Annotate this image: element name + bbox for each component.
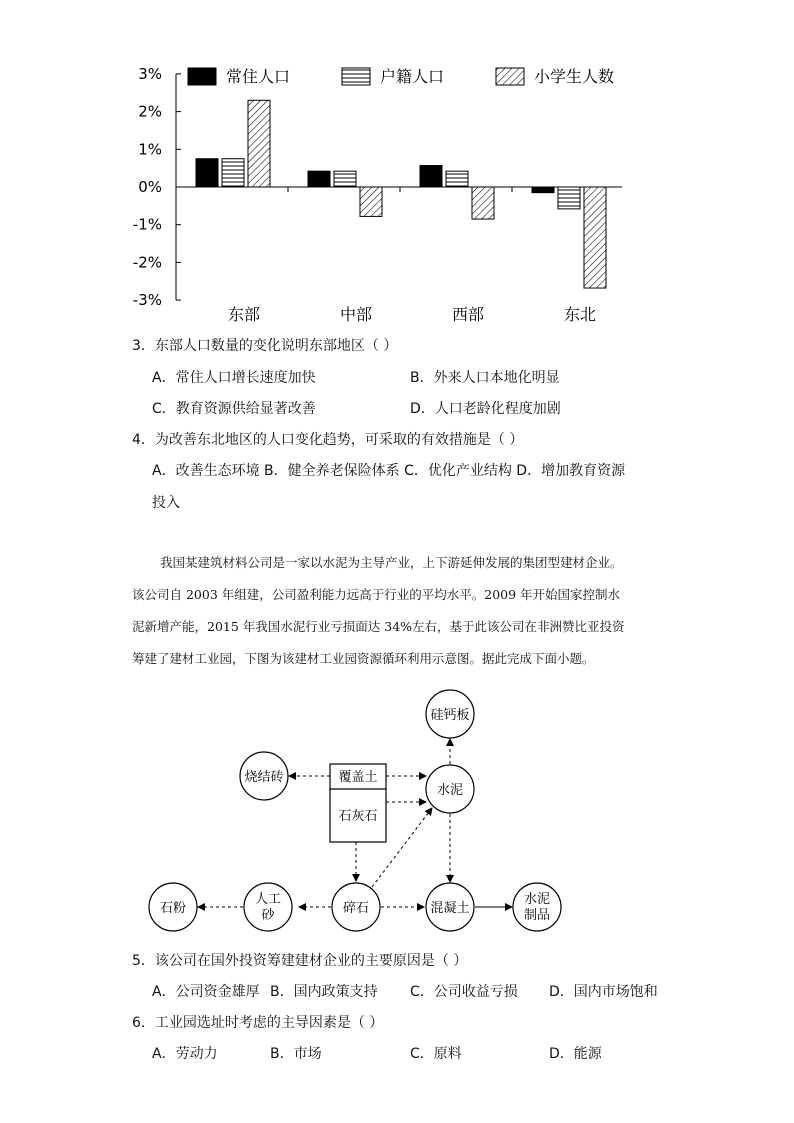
question-6-stem: 6．工业园选址时考虑的主导因素是（ ）	[132, 1015, 384, 1031]
bar-1	[308, 171, 330, 187]
bar-2	[558, 187, 580, 209]
label-calcium-silicate-board: 硅钙板	[430, 708, 470, 723]
y-tick-label: -3%	[132, 291, 162, 310]
y-tick-label: -2%	[132, 253, 162, 272]
question-6-option-d[interactable]: D．能源	[549, 1046, 602, 1062]
y-tick-label: 2%	[138, 102, 162, 121]
y-tick-label: -1%	[132, 215, 162, 234]
x-tick-label: 东北	[563, 305, 597, 324]
label-gravel: 碎石	[342, 901, 370, 916]
chart-legend	[188, 67, 614, 86]
question-5-option-a[interactable]: A．公司资金雄厚	[152, 984, 260, 1000]
legend-label: 常住人口	[226, 67, 291, 86]
population-change-chart	[0, 0, 794, 330]
y-tick-label: 3%	[138, 64, 162, 83]
question-6-option-a[interactable]: A．劳动力	[152, 1046, 218, 1062]
label-cement-products-line-1: 水泥	[523, 892, 551, 907]
legend-swatch	[342, 68, 370, 85]
bar-2	[446, 171, 468, 187]
label-cement-products-line-2: 制品	[523, 908, 551, 923]
bar-1	[532, 187, 554, 193]
bar-3	[472, 187, 494, 219]
bar-3	[584, 187, 606, 288]
legend-swatch	[496, 68, 524, 85]
y-tick-label: 0%	[138, 178, 162, 196]
label-stone-powder: 石粉	[159, 901, 187, 916]
question-4-option-continuation: 投入	[152, 495, 180, 511]
label-cover-soil: 覆盖土	[338, 770, 378, 785]
passage-line-4: 筹建了建材工业园，下图为该建材工业园资源循环利用示意图。据此完成下面小题。	[132, 651, 595, 666]
label-artificial-sand-line-2: 砂	[261, 908, 275, 923]
legend-swatch	[188, 68, 216, 85]
bar-3	[248, 100, 270, 187]
question-3-stem: 3．东部人口数量的变化说明东部地区（ ）	[132, 338, 398, 354]
bar-1	[196, 159, 218, 187]
question-6-option-c[interactable]: C．原料	[410, 1046, 462, 1062]
x-tick-label: 东部	[227, 305, 261, 324]
question-3-option-c[interactable]: C．教育资源供给显著改善	[152, 401, 316, 417]
label-limestone: 石灰石	[338, 809, 378, 824]
question-3-option-b[interactable]: B．外来人口本地化明显	[410, 370, 560, 386]
passage-line-3: 泥新增产能，2015 年我国水泥行业亏损面达 34%左右，基于此该公司在非洲赞比亚投资	[132, 619, 625, 634]
question-6-option-b[interactable]: B．市场	[270, 1046, 322, 1062]
label-cement: 水泥	[436, 783, 464, 798]
bar-2	[222, 159, 244, 187]
x-tick-label: 西部	[451, 305, 485, 324]
bar-2	[334, 171, 356, 187]
legend-label: 小学生人数	[534, 67, 615, 86]
bar-3	[360, 187, 382, 216]
passage-line-2: 该公司自 2003 年组建，公司盈利能力远高于行业的平均水平。2009 年开始国家控制水	[132, 587, 621, 602]
resource-cycle-diagram	[0, 680, 794, 940]
chart-bars	[196, 100, 606, 288]
question-4-options[interactable]: A．改善生态环境 B．健全养老保险体系 C．优化产业结构 D．增加教育资源	[152, 463, 626, 479]
question-3-option-a[interactable]: A．常住人口增长速度加快	[152, 370, 316, 386]
x-tick-label: 中部	[339, 305, 373, 324]
y-tick-label: 1%	[138, 140, 162, 159]
passage-line-1: 我国某建筑材料公司是一家以水泥为主导产业，上下游延伸发展的集团型建材企业。	[160, 555, 623, 570]
question-3-option-d[interactable]: D．人口老龄化程度加剧	[410, 401, 561, 417]
bar-1	[420, 166, 442, 187]
question-5-option-b[interactable]: B．国内政策支持	[270, 984, 378, 1000]
question-5-option-d[interactable]: D．国内市场饱和	[549, 984, 658, 1000]
node-cement-products	[513, 883, 561, 931]
label-concrete: 混凝土	[430, 901, 470, 916]
node-artificial-sand	[244, 883, 292, 931]
legend-label: 户籍人口	[380, 67, 445, 86]
question-5-stem: 5．该公司在国外投资筹建建材企业的主要原因是（ ）	[132, 953, 468, 969]
question-4-stem: 4．为改善东北地区的人口变化趋势，可采取的有效措施是（ ）	[132, 432, 524, 448]
label-artificial-sand-line-1: 人工	[254, 892, 282, 907]
label-sintered-brick: 烧结砖	[244, 770, 284, 785]
question-5-option-c[interactable]: C．公司收益亏损	[410, 984, 518, 1000]
